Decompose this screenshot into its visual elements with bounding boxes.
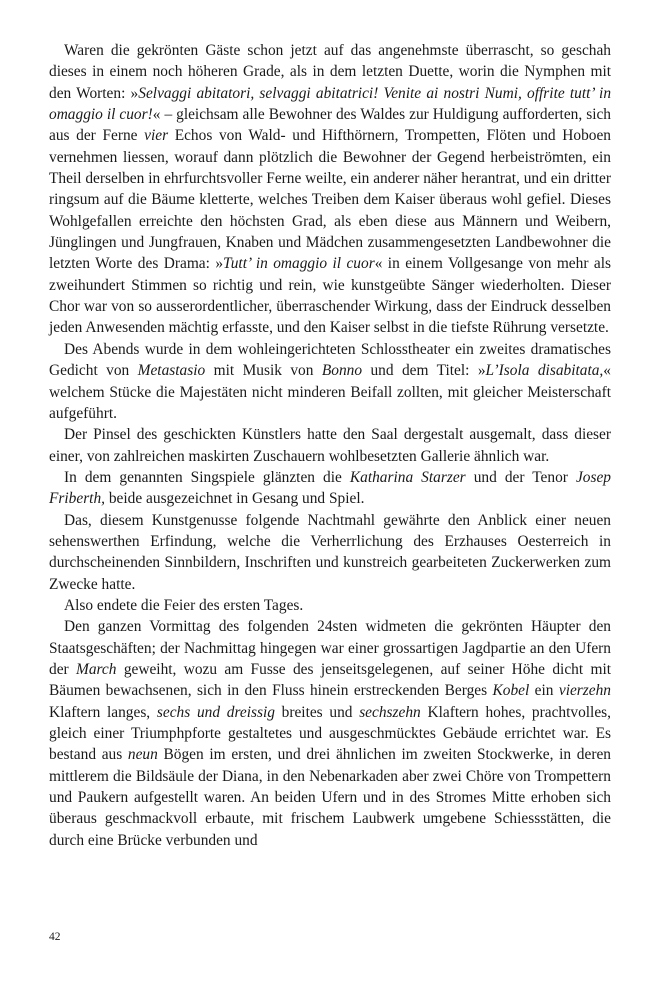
text-run: beide ausgezeichnet in Gesang und Spiel. — [105, 490, 365, 508]
italic-text: Bonno — [321, 362, 363, 380]
paragraph — [49, 40, 611, 339]
paragraph — [49, 510, 611, 595]
italic-text: sechs und dreissig — [156, 703, 275, 721]
text-run: Der Pinsel des geschickten Künstlers hatte den Saal dergestalt ausgemalt, dass dieser einer, von zahlreichen maskirten Zuschauern wohlbesetzten Gallerie ähnlich war. — [49, 426, 611, 465]
page-body — [49, 40, 611, 851]
paragraph — [49, 467, 611, 510]
text-run: und dem Titel: » — [362, 362, 486, 380]
paragraph — [49, 424, 611, 467]
text-run: ein — [529, 682, 559, 700]
italic-text: vierzehn — [558, 682, 611, 700]
text-run: « in einem Vollgesange von mehr als zweihundert Stimmen so richtig und rein, wie kunstgeübte Sänger wiederholten. Dieser Chor war von so ausserordentlicher, überraschender Wirkung, dass der Eindruck desselben jeden Anwesenden mächtig erfasste, und den Kaiser selbst in die tiefste Rührung versetzte. — [49, 255, 611, 337]
text-run: Den ganzen Vormittag des folgenden 24sten widmeten die gekrönten Häupter den Staatsgeschäften; der Nachmittag hingegen war einer grossartigen Jagdpartie an den Ufern der — [49, 618, 611, 678]
italic-text: Selvaggi abitatori, selvaggi abitatrici! Venite ai nostri Numi, offrite tutt’ in omaggio il cuor! — [49, 84, 612, 124]
text-run: « – gleichsam alle Bewohner des Waldes zur Huldigung aufforderten, sich aus der Ferne — [49, 106, 611, 145]
text-run: breites und — [274, 703, 360, 721]
text-run: Des Abends wurde in dem wohleingerichteten Schlosstheater ein zweites dramatisches Gedicht von — [49, 340, 611, 380]
text-run: und der Tenor — [465, 468, 576, 486]
text-run: Klaftern hohes, prachtvolles, gleich einer Triumphpforte gestaltetes und ausgeschmücktes Gebäude errichtet war. Es bestand aus — [49, 703, 611, 764]
text-run: Waren die gekrönten Gäste schon jetzt auf das angenehmste überrascht, so geschah dieses in einem noch höheren Grade, als in dem letzten Duette, worin die Nymphen mit den Worten: » — [49, 42, 611, 102]
text-run: Das, diesem Kunstgenusse folgende Nachtmahl gewährte den Anblick einer neuen sehenswerthen Erfindung, welche die Verherrlichung des Erzhauses Oesterreich in durchscheinenden Sinnbildern, Inschriften und kunstreich gearbeiteten Zuckerwerken zum Zwecke hatte. — [49, 511, 611, 593]
italic-text: Josep Friberth, — [49, 468, 611, 508]
text-run: Klaftern langes, — [49, 703, 157, 721]
italic-text: Kobel — [492, 682, 530, 700]
text-run: Also endete die Feier des ersten Tages. — [64, 596, 304, 614]
text-run: geweiht, wozu am Fusse des jenseitsgelegenen, auf seiner Höhe dicht mit Bäumen bewachsenen, sich in den Fluss hinein erstreckenden Berges — [49, 660, 611, 700]
italic-text: L’Isola disabitata, — [485, 362, 604, 380]
italic-text: Metastasio — [137, 362, 206, 380]
italic-text: sechszehn — [359, 703, 421, 721]
text-run: « welchem Stücke die Majestäten nicht minderen Beifall zollten, mit gleicher Meisterschaft aufgeführt. — [49, 362, 611, 422]
text-run: Bögen im ersten, und drei ähnlichen im zweiten Stockwerke, in deren mittlerem die Bildsäule der Diana, in den Nebenarkaden aber zwei Chöre von Trompettern und Paukern aufgestellt waren. An beiden Ufern und in des Stromes Mitte erhoben sich überaus geschmackvoll erbaute, mit frischem Laubwerk umgebene Schiessstätten, die durch eine Brücke verbunden und — [49, 746, 611, 849]
paragraph — [49, 595, 611, 616]
italic-text: vier — [144, 127, 169, 145]
italic-text: Tutt’ in omaggio il cuor — [223, 255, 375, 273]
page-number: 42 — [49, 931, 61, 943]
italic-text: March — [76, 660, 117, 678]
text-run: mit Musik von — [205, 362, 322, 380]
italic-text: neun — [127, 746, 158, 764]
text-run: Echos von Wald- und Hifthörnern, Trompetten, Flöten und Hoboen vernehmen liessen, worauf dann plötzlich die Bewohner der Gegend herbeiströmten, ein Theil derselben in ehrfurchtsvoller Ferne weilte, ein anderer näher herantrat, und ein dritter ringsum auf die Bäume kletterte, welches Treiben dem Kaiser überaus wohl gefiel. Dieses Wohlgefallen erreichte den höchsten Grad, als eben diese aus Männern und Weibern, Jünglingen und Jungfrauen, Knaben und Mädchen zusammengesetzten Landbewohner die letzten Worte des Drama: » — [49, 127, 611, 273]
paragraph — [49, 339, 611, 424]
paragraph — [49, 616, 611, 851]
text-run: In dem genannten Singspiele glänzten die — [64, 468, 350, 486]
italic-text: Katharina Starzer — [349, 468, 466, 486]
